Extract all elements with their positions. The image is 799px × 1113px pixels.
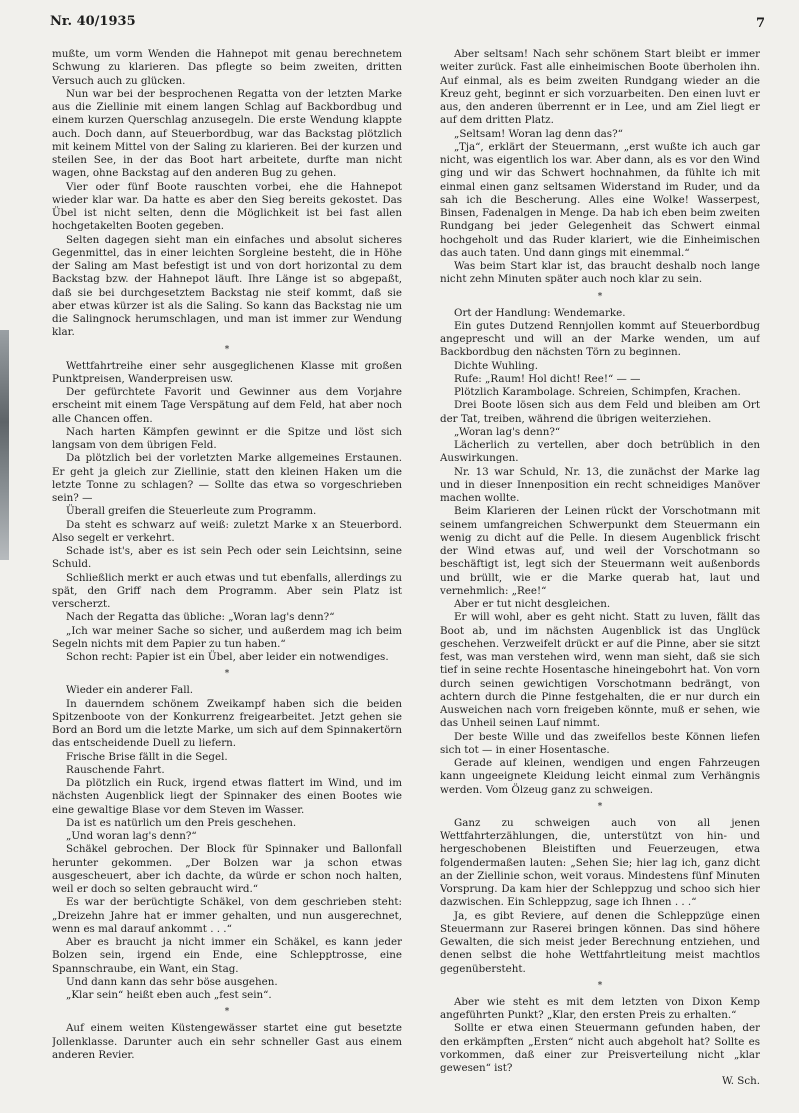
paragraph: Lächerlich zu vertellen, aber doch betrüblich in den Auswirkungen. [440,439,760,465]
paragraph: Rufe: „Raum! Hol dicht! Ree!“ — — [454,372,641,385]
paragraph: Aber er tut nicht desgleichen. [454,598,611,610]
paragraph: Dichte Wuhling. [454,359,538,372]
paragraph: Aber seltsam! Nach sehr schönem Start bleibt er immer weiter zurück. Fast alle einheimischen Boote überholen ihn. Auf einmal, als es beim zweiten Rundgang wieder an die Kreuz geht, beginnt er sich vorzuarbeiten. Den einen luvt er aus, den anderen überrennt er in Lee, und am Ziel liegt er auf dem dritten Platz. [440,48,760,127]
paragraph: Frische Brise fällt in die Segel. [66,750,228,763]
paragraph: Nr. 13 war Schuld, Nr. 13, die zunächst der Marke lag und in dieser Innenposition ein recht schneidiges Manöver machen wollte. [440,465,760,504]
paragraph: Was beim Start klar ist, das braucht deshalb noch lange nicht zehn Minuten später auch noch klar zu sein. [440,260,760,286]
author-signature: W. Sch. [721,1075,760,1088]
paragraph: Wettfahrtreihe einer sehr ausgeglichenen Klasse mit großen Punktpreisen, Wanderpreisen usw. [52,359,402,385]
paragraph: „Tja“, erklärt der Steuermann, „erst wußte ich auch gar nicht, was eigentlich los war. Aber dann, als es vor den Wind ging und wir das Schwert hochnahmen, da fühlte ich mit einmal einen ganz seltsamen Widerstand im Ruder, und da sah ich die Bescherung. Alles eine Wolke! Wasserpest, Binsen, Fadenalgen in Menge. Da hab ich eben beim zweiten Rundgang bei jeder Gelegenheit das Schwert einmal hochgeholt und das Ruder klariert, wie die Einheimischen das auch taten. Und dann gings mit einemmal.“ [440,140,760,259]
paragraph: Sollte er etwa einen Steuermann gefunden haben, der den erkämpften „Ersten“ nicht auch abgeholt hat? Sollte es vorkommen, daß einer zur Preisverteilung nicht „klar gewesen“ ist? [440,1022,760,1074]
paragraph: mußte, um vorm Wenden die Hahnepot mit genau berechnetem Schwung zu klarieren. Das pflegte so beim zweiten, dritten Versuch auch zu glücken. [52,48,402,87]
paragraph: Da ist es natürlich um den Preis geschehen. [66,816,297,829]
paragraph: „Ich war meiner Sache so sicher, und außerdem mag ich beim Segeln nichts mit dem Papier zu tun haben.“ [52,624,402,650]
section-separator: * [224,1007,230,1018]
section-separator: * [597,291,603,302]
paragraph: Da steht es schwarz auf weiß: zuletzt Marke x an Steuerbord. Also segelt er verkehrt. [52,518,402,544]
paragraph: Nun war bei der besprochenen Regatta von der letzten Marke aus die Ziellinie mit einem langen Schlag auf Backbordbug und einem kurzen Querschlag anzusegeln. Die erste Wendung klappte auch. Doch dann, auf Steuerbordbug, war das Backstag plötzlich mit keinem Mittel von der Saling zu klarieren. Bei der kurzen und steilen See, in der das Boot hart arbeitete, durfte man nicht wagen, ohne Backstag auf den anderen Bug zu gehen. [52,87,402,180]
paragraph: Nach harten Kämpfen gewinnt er die Spitze und löst sich langsam von dem übrigen Feld. [52,425,402,451]
paragraph: Aber wie steht es mit dem letzten von Dixon Kemp angeführten Punkt? „Klar, den ersten Preis zu erhalten.“ [440,995,760,1021]
paragraph: Der beste Wille und das zweifellos beste Können liefen sich tot — in einer Hosentasche. [440,730,760,756]
paragraph: Der gefürchtete Favorit und Gewinner aus dem Vorjahre erscheint mit einem Tage Verspätung auf dem Feld, hat aber noch alle Chancen offen. [52,386,402,425]
paragraph: In dauerndem schönem Zweikampf haben sich die beiden Spitzenboote von der Konkurrenz freigearbeitet. Jetzt gehen sie Bord an Bord um die letzte Marke, um sich auf dem Spinnakertörn das entscheidende Duell zu liefern. [52,697,402,750]
paragraph: „Woran lag's denn?“ [454,425,561,438]
section-separator: * [597,801,603,812]
paragraph: Ort der Handlung: Wendemarke. [454,306,626,319]
paragraph: Er will wohl, aber es geht nicht. Statt zu luven, fällt das Boot ab, und im nächsten Augenblick ist das Unglück geschehen. Verzweifelt drückt er auf die Pinne, aber sie sitzt fest, was man verstehen wird, wenn man sieht, daß sie sich tief in seine rechte Hosentasche hineingebohrt hat. Von vorn durch seinen gewichtigen Vorschotmann bedrängt, von achtern durch die Pinne festgehalten, die er nur durch ein Ausweichen nach vorn freigeben könnte, muß er sehen, wie das Unheil seinen Lauf nimmt. [440,611,760,730]
paragraph: Plötzlich Karambolage. Schreien, Schimpfen, Krachen. [454,386,741,398]
paragraph: Ganz zu schweigen auch von all jenen Wettfahrterzählungen, die, unterstützt von hin- und hergeschobenen Bleistiften und Feuerzeugen, etwa folgendermaßen lauten: „Sehen Sie; hier lag ich, ganz dicht an der Ziellinie schon, weit voraus. Mindestens fünf Minuten Vorsprung. Da kam hier der Schleppzug und schoo sich hier dazwischen. Ein Schleppzug, sage ich Ihnen . . .“ [440,816,760,909]
paragraph: Da plötzlich ein Ruck, irgend etwas flattert im Wind, und im nächsten Augenblick liegt der Spinnaker des einen Bootes wie eine gewaltige Blase vor dem Steven im Wasser. [52,777,402,816]
section-separator: * [224,344,230,355]
paragraph: Und dann kann das sehr böse ausgehen. [66,975,278,988]
paragraph: Rauschende Fahrt. [66,763,165,776]
paragraph: Selten dagegen sieht man ein einfaches und absolut sicheres Gegenmittel, das in einer leichten Sorgleine besteht, die in Höhe der Saling am Mast befestigt ist und von dort horizontal zu dem Backstag bzw. der Hahnepot läuft. Ihre Länge ist so abgepaßt, daß sie bei durchgesetztem Backstag nie steif kommt, daß sie aber etwas kürzer ist als die Saling. So kann das Backstag nie um die Salingnock herumschlagen, und man ist immer zur Wendung klar. [52,233,402,339]
paragraph: „Und woran lag's denn?“ [66,830,197,842]
paragraph: Aber es braucht ja nicht immer ein Schäkel, es kann jeder Bolzen sein, irgend ein Ende, eine Schlepptrosse, eine Spannschraube, ein Want, ein Stag. [52,936,402,975]
paragraph: Da plötzlich bei der vorletzten Marke allgemeines Erstaunen. Er geht ja gleich zur Ziellinie, statt den kleinen Haken um die letzte Tonne zu schlagen? — Sollte das etwa so vorgeschrieben sein? — [52,452,402,504]
paragraph: Überall greifen die Steuerleute zum Programm. [66,505,317,518]
paragraph: Wieder ein anderer Fall. [66,684,194,697]
paragraph: Gerade auf kleinen, wendigen und engen Fahrzeugen kann ungeeignete Kleidung leicht einmal zum Verhängnis werden. Vom Ölzeug ganz zu schweigen. [440,757,760,796]
paragraph: Nach der Regatta das übliche: „Woran lag's denn?“ [66,611,335,624]
paragraph: Drei Boote lösen sich aus dem Feld und bleiben am Ort der Tat, treiben, während die übrigen weiterziehen. [440,399,760,425]
paragraph: Vier oder fünf Boote rauschten vorbei, ehe die Hahnepot wieder klar war. Da hatte es aber den Sieg bereits gekostet. Das Übel ist nicht selten, denn die Möglichkeit ist bei fast allen hochgetakelten Booten gegeben. [52,180,402,233]
paragraph: Es war der berüchtigte Schäkel, von dem geschrieben steht: „Dreizehn Jahre hat er immer gehalten, und nun ausgerechnet, wenn es mal darauf ankommt . . .“ [52,896,402,935]
photo-edge [0,330,9,560]
paragraph: Schäkel gebrochen. Der Block für Spinnaker und Ballonfall herunter gekommen. „Der Bolzen war ja schon etwas ausgescheuert, aber ich dachte, da würde er schon noch halten, weil er doch so selten gebraucht wird.“ [52,843,402,895]
paragraph: Schade ist's, aber es ist sein Pech oder sein Leichtsinn, seine Schuld. [52,545,402,571]
paragraph: Beim Klarieren der Leinen rückt der Vorschotmann mit seinem umfangreichen Schwerpunkt dem Steuermann ein wenig zu dicht auf die Pelle. In diesem Augenblick frischt der Wind etwas auf, und weil der Vorschotmann so beschäftigt ist, legt sich der Steuermann weit außenbords und brüllt, wie er die Marke querab hat, laut und vernehmlich: „Ree!“ [440,505,760,597]
section-separator: * [597,980,603,991]
left-column [52,48,402,1098]
paragraph: Ja, es gibt Reviere, auf denen die Schleppzüge einen Steuermann zur Raserei bringen können. Das sind höhere Gewalten, die sich meist jeder Berechnung entziehen, und denen selbst die hohe Wettfahrtleitung meist machtlos gegenübersteht. [440,909,760,975]
paragraph: Ein gutes Dutzend Rennjollen kommt auf Steuerbordbug angeprescht und will an der Marke wenden, um auf Backbordbug den nächsten Törn zu beginnen. [440,319,760,359]
paragraph: Schon recht: Papier ist ein Übel, aber leider ein notwendiges. [66,651,389,663]
page-header [50,14,765,36]
paragraph: Schließlich merkt er auch etwas und tut ebenfalls, allerdings zu spät, den Griff nach dem Programm. Aber sein Platz ist verscherzt. [52,571,402,610]
paragraph: Auf einem weiten Küstengewässer startet eine gut besetzte Jollenklasse. Darunter auch ein sehr schneller Gast aus einem anderen Revier. [52,1022,402,1061]
section-separator: * [224,669,230,680]
page-number: 7 [755,16,765,31]
paragraph: „Klar sein“ heißt eben auch „fest sein“. [66,989,272,1001]
issue-number: Nr. 40/1935 [50,14,136,29]
paragraph: „Seltsam! Woran lag denn das?“ [454,127,623,140]
right-column [440,48,760,1098]
